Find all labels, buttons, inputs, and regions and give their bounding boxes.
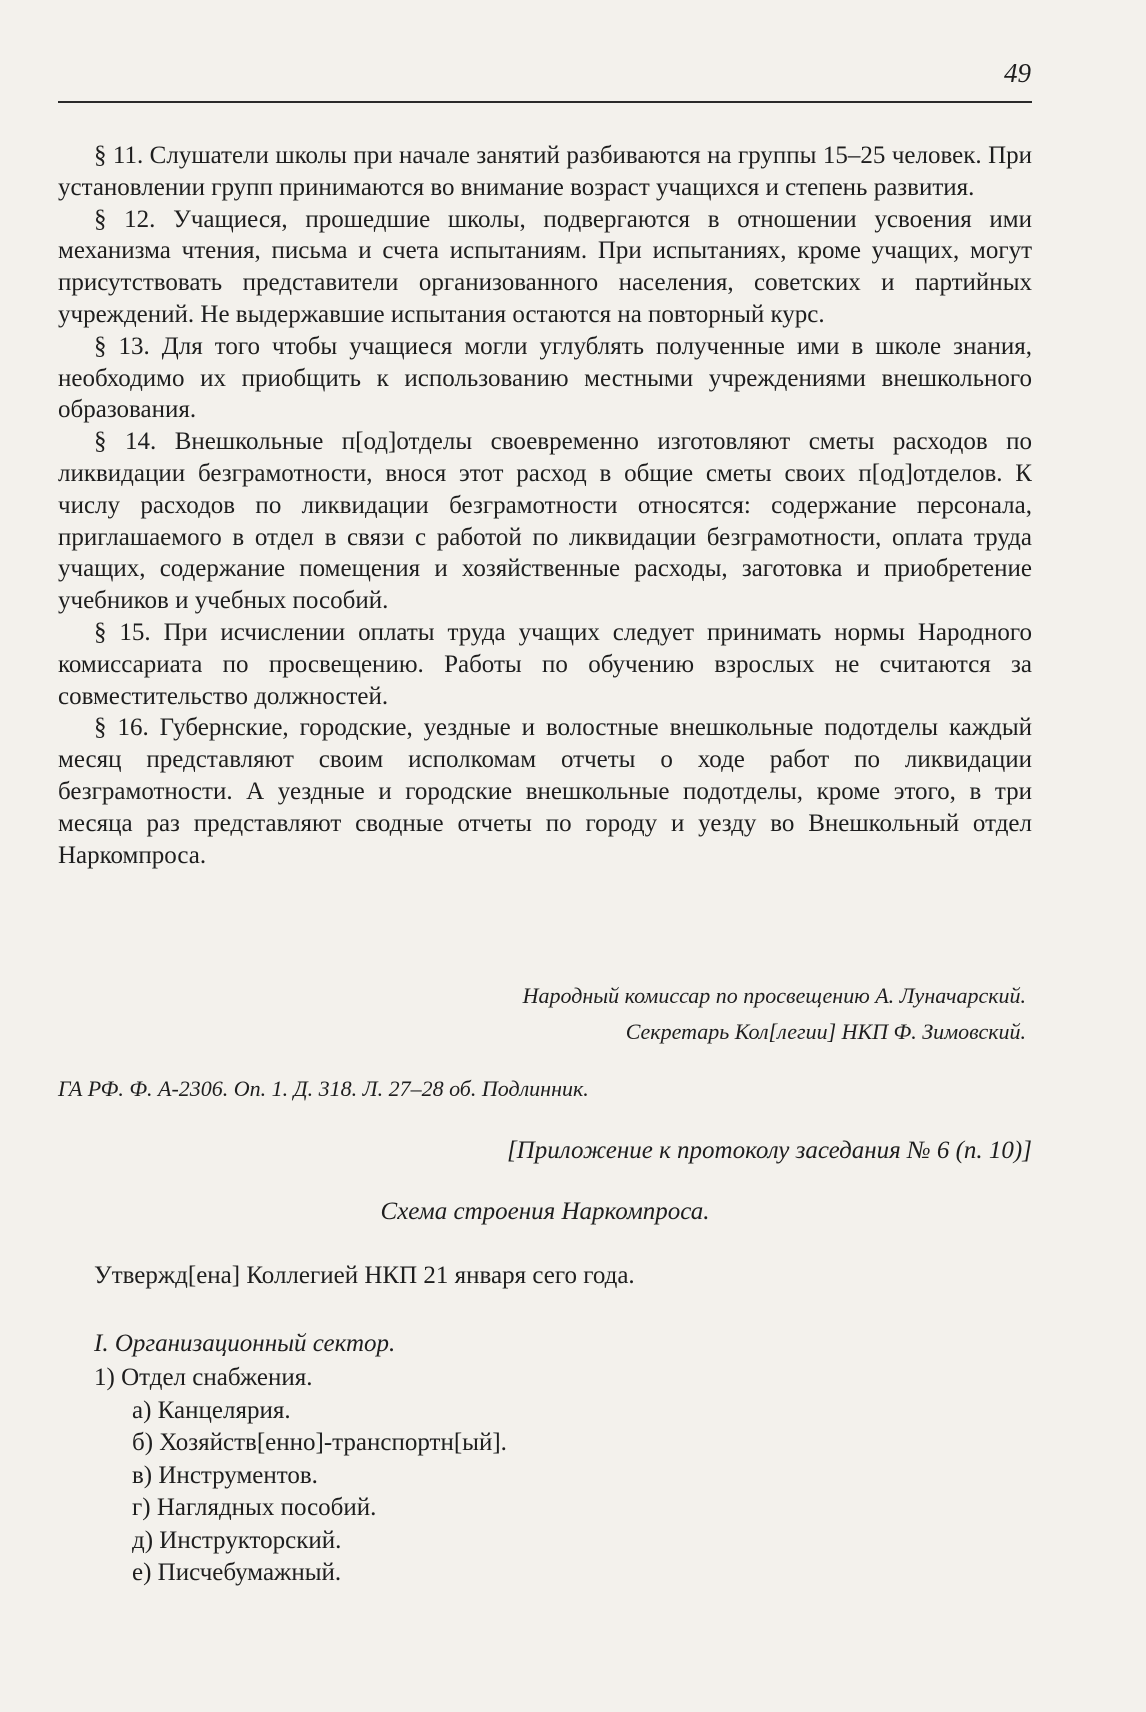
page-number: 49	[1004, 58, 1031, 88]
list-item: в) Инструментов.	[132, 1461, 318, 1489]
paragraph-14: § 14. Внешкольные п[од]отделы своевременно изготовляют сметы расходов по ликвидации безграмотности, внося этот расход в общие сметы своих п[од]отделов. К числу расходов по ликвидации безграмотности относятся: содержание персонала, приглашаемого в отдел в связи с работой по ликвидации безграмотности, оплата труда учащих, содержание помещения и хозяйственные расходы, заготовка и приобретение учебников и учебных пособий.	[58, 428, 1032, 615]
appendix-note: [Приложение к протоколу заседания № 6 (п. 10)]	[506, 1137, 1032, 1164]
paragraph-15: § 15. При исчислении оплаты труда учащих следует принимать нормы Народного комиссариата по просвещению. Работы по обучению взрослых не считаются за совместительство должностей.	[58, 618, 1032, 710]
paragraph-12: § 12. Учащиеся, прошедшие школы, подвергаются в отношении усвоения ими механизма чтения, письма и счета испытаниям. При испытаниях, кроме учащих, могут присутствовать представители организованного населения, советских и партийных учреждений. Не выдержавшие испытания остаются на повторный курс.	[58, 205, 1032, 328]
approval-line: Утвержд[ена] Коллегией НКП 21 января сего года.	[94, 1262, 635, 1289]
signature-commissar: Народный комиссар по просвещению А. Луначарский.	[522, 983, 1026, 1008]
signature-secretary: Секретарь Кол[легии] НКП Ф. Зимовский.	[625, 1019, 1026, 1044]
paragraph-13: § 13. Для того чтобы учащиеся могли углублять полученные ими в школе знания, необходимо их приобщить к использованию местными учреждениями внешкольного образования.	[58, 332, 1032, 424]
org-structure-list	[94, 1362, 1032, 1590]
subdivision-list	[94, 1395, 1032, 1590]
signature-block	[58, 978, 1026, 1050]
list-item: б) Хозяйств[енно]-транспортн[ый].	[132, 1429, 507, 1456]
list-item: е) Писчебумажный.	[132, 1559, 342, 1586]
paragraph-11: § 11. Слушатели школы при начале занятий разбиваются на группы 15–25 человек. При установлении групп принимаются во внимание возраст учащихся и степень развития.	[58, 142, 1032, 201]
list-item: а) Канцелярия.	[132, 1396, 291, 1424]
list-item: д) Инструкторский.	[132, 1526, 342, 1554]
header-rule	[58, 101, 1032, 103]
scheme-title: Схема строения Наркомпроса.	[380, 1198, 710, 1225]
archive-reference: ГА РФ. Ф. А-2306. Оп. 1. Д. 318. Л. 27–28 об. Подлинник.	[58, 1076, 589, 1101]
sector-title: I. Организационный сектор.	[94, 1330, 396, 1357]
department-supply: 1) Отдел снабжения.	[94, 1364, 313, 1391]
body-text	[58, 140, 1032, 871]
paragraph-16: § 16. Губернские, городские, уездные и волостные внешкольные подотделы каждый месяц представляют своим исполкомам отчеты о ходе работ по ликвидации безграмотности. А уездные и городские внешкольные подотделы, кроме этого, в три месяца раз представляют сводные отчеты по городу и уезду во Внешкольный отдел Наркомпроса.	[58, 714, 1032, 869]
list-item: г) Наглядных пособий.	[132, 1494, 377, 1521]
